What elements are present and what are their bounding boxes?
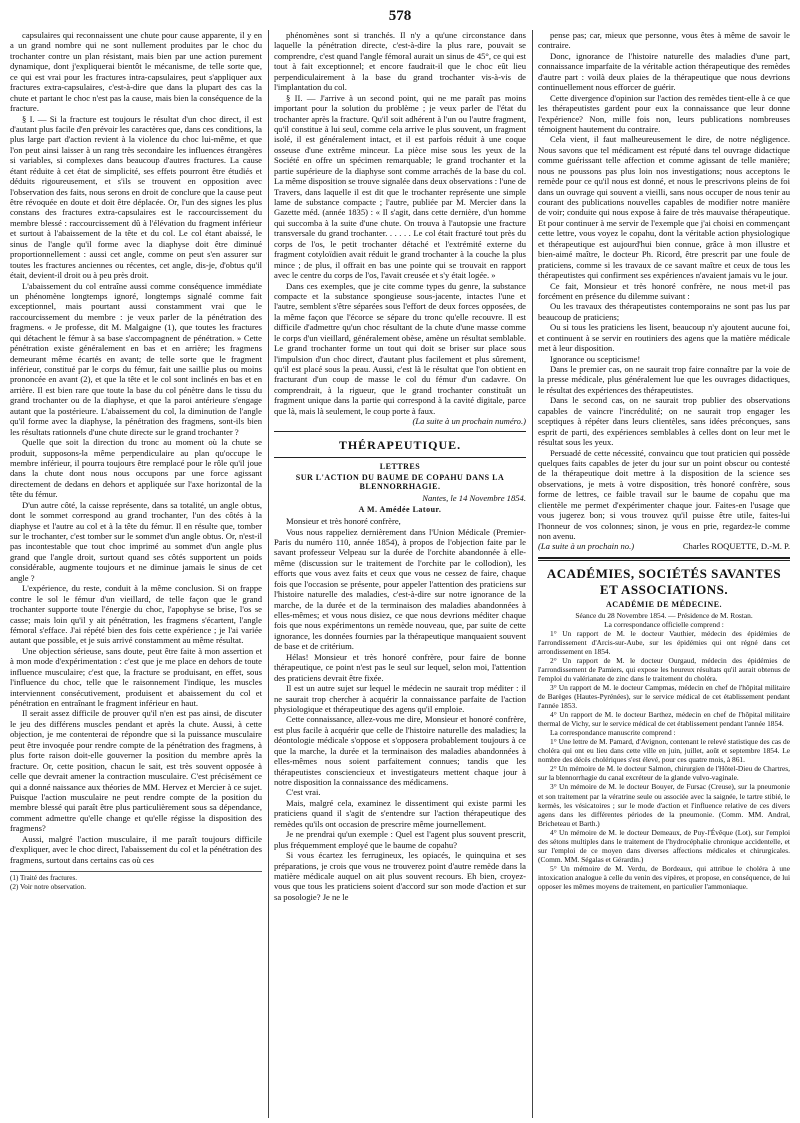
- footnote: (1) Traité des fractures.: [10, 874, 78, 882]
- paragraph: Cette divergence d'opinion sur l'action des remèdes tient-elle à ce que les thérapeutistes gardent pour eux la connaissance que leur donne l'expérience? Non, mille fois non, leurs publications nombreuses témoignent hautement du contraire.: [538, 92, 790, 134]
- continued-note: (La suite à un prochain no.): [538, 541, 635, 552]
- paragraph: Persuadé de cette nécessité, convaincu que tout praticien qui possède quelques faits capables de jeter du jour sur un point obscur ou contesté de la thérapeutique doit mettre à la disposition de la science ses observations, je mets à votre disposition, très honoré confrère, sous forme de lettres, ce faible travail sur le baume de copahu que ma clientèle me permet d'expérimenter chaque jour. Faites-en l'usage que vous jugerez bon; si vous trouvez qu'il puisse être utile, faites-lui l'honneur de vos colonnes; sinon, je vous en prie, regardez-le comme non avenu.: [538, 447, 790, 541]
- letter-body: [274, 516, 526, 902]
- footnotes: [10, 871, 262, 892]
- column-1-body: [10, 30, 262, 865]
- paragraph: Il est un autre sujet sur lequel le médecin ne saurait trop méditer : il ne saurait trop chercher à acquérir la connaissance parfaite de l'action physiologique et thérapeutique des agens qu'il emploie.: [274, 683, 526, 714]
- correspondence-item: 3° Un rapport de M. le docteur Campmas, médecin en chef de l'hôpital militaire de Barèges (Hautes-Pyrénées), sur le service médical de cet établissement pendant l'année 1853.: [538, 683, 790, 711]
- paragraph: Ou si tous les praticiens les lisent, beaucoup n'y ajoutent aucune foi, et continuent à se servir en routiniers des agens que la matière médicale met à leur disposition.: [538, 322, 790, 354]
- paragraph: phénomènes sont si tranchés. Il n'y a qu'une circonstance dans laquelle la pénétration directe, c'est-à-dire la plus rare, pouvait se comprendre, c'est quand l'angle fémoral aurait un sinus de 45°, ce qui est tout à fait exceptionnel; et encore faudrait-il que le choc eût lieu perpendiculairement à la base du grand trochanter vis-à-vis de l'implantation du col.: [274, 30, 526, 93]
- letter-recipient: A M. Amédée Latour.: [358, 505, 442, 515]
- paragraph: Ignorance ou scepticisme!: [550, 353, 641, 364]
- letters-subtitle: SUR L'ACTION DU BAUME DE COPAHU DANS LA BLENNORRHAGIE.: [295, 472, 505, 491]
- paragraph: Dans le premier cas, on ne saurait trop faire connaître par la voie de la presse médicale, plus généralement lue que les ouvrages didactiques, le résultat des expériences des thérapeutistes.: [538, 364, 790, 395]
- correspondence-item: 1° Une lettre de M. Pamard, d'Avignon, contenant le relevé statistique des cas de choléra qui ont eu lieu dans cette ville en juin, juillet, août et septembre 1854. Le nombre des décès cholériques s'est élevé, pour ces quatre mois, à 861.: [538, 737, 790, 765]
- correspondence-item: 1° Un rapport de M. le docteur Vauthier, médecin des épidémies de l'arrondissement d'Arcis-sur-Aube, sur les épidémies qui ont régné dans cet arrondissement en 1854.: [538, 628, 790, 656]
- column-1: [10, 30, 262, 1118]
- section-title: THÉRAPEUTIQUE.: [338, 437, 462, 452]
- page-number: 578: [388, 8, 412, 24]
- paragraph: L'abaissement du col entraîne aussi comme conséquence immédiate un phénomène longtemps ignoré, longtemps signalé comme fait exceptionnel, mais pourtant aussi constamment vrai que le raccourcissement du membre : je veux parler de la pénétration des fragmens. « Je professe, dit M. Malgaigne (1), que toutes les fractures qui détachent le fémur à sa base s'accompagnent de pénétration. » Cette pénétration existe généralement en bas et en arrière; les fragmens demeurant même écartés en avant; de telle sorte que le fragment inférieur, constitué par le corps du fémur, fait une saillie plus ou moins prononcée en avant (2), et que la tête et le col sont inclinés en bas et en arrière. Il est bien rare que toute la base du col pénètre dans le tissu du grand trochanter ou de la diaphyse, et que la paroi antérieure s'engage autant que la postérieure. L'abaissement du col, la diminution de l'angle qu'il forme avec la diaphyse, la pénétration des fragmens, sont-ils bien les résultats rationnels d'une chute directe sur le grand trochanter ?: [10, 280, 262, 437]
- paragraph: Donc, ignorance de l'histoire naturelle des maladies d'une part, connaissance imparfaite de la véritable action thérapeutique des remèdes d'autre part : voilà deux plaies de la thérapeutique que nous devrions continuellement nous efforcer de guérir.: [538, 50, 790, 93]
- correspondence-item: 3° Un mémoire de M. le docteur Bouyer, de Fursac (Creuse), sur la pneumonie et son traitement par la vératrine seule ou associée avec la saignée, le tartre stibié, le kermès, les vésicatoires ; sur le mode d'action et l'influence relative de ces divers agens dans les différentes périodes de la pneumonie. (Comm. MM. Andral, Bricheteau et Barth.): [538, 782, 790, 828]
- paragraph: Monsieur et très honoré confrère,: [286, 516, 401, 527]
- paragraph: Mais, malgré cela, examinez le dissentiment qui existe parmi les praticiens quand il s'agit de s'entendre sur l'action thérapeutique des remèdes qu'ils ont occasion de prescrire même journellement.: [274, 797, 526, 829]
- divider: [538, 557, 790, 561]
- correspondence-item: La correspondance manuscrite comprend :: [550, 728, 676, 738]
- paragraph: Ou les travaux des thérapeutistes contemporains ne sont pas lus par beaucoup de praticiens;: [538, 301, 790, 322]
- session-line: Séance du 28 Novembre 1854. — Présidence de M. Rostan.: [575, 610, 753, 620]
- paragraph: Une objection sérieuse, sans doute, peut être faite à mon assertion et à mon mode d'expérimentation : c'est que je me place en dehors de toute influence musculaire; c'est que, la fracture se produisant, en effet, sous l'influence du choc, telle que le raisonnement l'indique, les muscles interviennent consécutivement, produisent et abaissement du col et pénétration en entraînant le fragment inférieur en haut.: [10, 645, 262, 708]
- footnote: (2) Voir notre observation.: [10, 882, 86, 891]
- correspondence-item: 5° Un mémoire de M. Verdu, de Bordeaux, qui attribue le choléra à une intoxication analogue à celle du venin des vipères, et propose, en conséquence, de lui opposer les mêmes moyens de traitement, en particulier l'ammoniaque.: [538, 863, 790, 891]
- paragraph: Dans le second cas, on ne saurait trop publier des observations capables de vaincre l'incrédulité; on ne saurait trop engager les sceptiques à répéter dans leurs clientèles, sans idées préconçues, sans esprit de parti, des expériences semblables à celles dont on leur met le résultat sous les yeux.: [538, 395, 790, 448]
- paragraph: Si vous écartez les ferrugineux, les opiacés, le quinquina et ses préparations, je crois que vous ne trouverez point d'autre remède dans la matière médicale auquel on ait plus souvent recours. Eh bien, croyez-vous que tous les praticiens soient d'accord sur son mode d'action et sur sa posologie? Je ne le: [274, 850, 526, 902]
- paragraph: Cette connaissance, allez-vous me dire, Monsieur et honoré confrère, est plus facile à acquérir que celle de l'histoire naturelle des maladies; la déontologie médicale s'oppose et s'opposera probablement toujours à ce que la marche, la durée et la terminaison des maladies abandonnées à elles-mêmes nous soient parfaitement connues; tandis que les thérapeutistes consciencieux et investigateurs mettent chaque jour à notre disposition la connaissance des médicamens.: [274, 714, 526, 787]
- signature-line: [538, 541, 790, 551]
- paragraph: Il serait assez difficile de prouver qu'il n'en est pas ainsi, de discuter le jeu des différens muscles pendant et après la chute. Aussi, à cette objection, je me contenterai de répondre que si la puissance musculaire peut être invoquée pour rendre compte de la pénétration des fragmens, à plus forte raison doit-elle gouverner la position du membre après la fracture. Or, cette position, chacun le sait, est très souvent opposée à celle que devrait amener la contraction musculaire. C'est précisément ce qui a donné naissance aux théories de MM. Hervez et Mercier à ce sujet. Puisque l'action musculaire ne peut rendre compte de la position du membre blessé qui paraît être plus particulièrement sous sa dépendance, comment admettre qu'elle change et qu'elle régisse la disposition des fragmens?: [10, 708, 262, 834]
- letter-place-date: Nantes, le 14 Novembre 1854.: [422, 492, 526, 503]
- paragraph: Vous nous rappeliez dernièrement dans l'Union Médicale (Premier-Paris du numéro 110, année 1854), à propos de l'objection faite par le savant professeur Velpeau sur la durée de l'orchite abandonnée à elle-même (discussion sur le traitement de l'orchite par le collodion), les efforts que vous avez faits et ceux que vous ne cessez de faire, chaque fois que l'occasion se présente, pour appeler l'attention des praticiens sur l'histoire naturelle des maladies, c'est-à-dire sur notre ignorance de la marche, de la durée et de la terminaison des maladies abandonnées à elles-mêmes; et vous nous disiez, ce que nous devrions méditer chaque fois que nous expérimentons un remède nouveau, que, par suite de cette ignorance, les données fournies par la thérapeutique manquaient souvent de base et de critérium.: [274, 526, 526, 652]
- continued-note: (La suite à un prochain numéro.): [412, 416, 526, 427]
- divider: [274, 431, 526, 432]
- column-2: [274, 30, 526, 1118]
- academies-title: ACADÉMIES, SOCIÉTÉS SAVANTES ET ASSOCIATIONS.: [546, 565, 782, 597]
- correspondence-item: 2° Un mémoire de M. le docteur Salmon, chirurgien de l'Hôtel-Dieu de Chartres, sur la blennorrhagie du canal excréteur de la glande vulvo-vaginale.: [538, 764, 790, 783]
- column-rule: [532, 30, 533, 1118]
- paragraph: Ce fait, Monsieur et très honoré confrère, ne nous met-il pas forcément en présence du dilemme suivant :: [538, 280, 790, 301]
- paragraph: § I. — Si la fracture est toujours le résultat d'un choc direct, il est d'autant plus facile d'en prévoir les caractères que, dans ces conditions, la plus large part d'action revient à la violence du choc lui-même, et que l'on peut ainsi laisser à un rang très secondaire les influences étrangères si variables, si complexes dans beaucoup d'autres fractures. La cause étant réduite à cet état de simplicité, ses effets pourront être étudiés et déduits rigoureusement, et s'ils se trouvent en opposition avec l'observation des faits, nous serons en droit de conclure que la cause peut être révoquée en doute et doit être déplacée. Or, l'un des signes les plus constans des fractures extra-capsulaires est le raccourcissement du membre blessé : raccourcissement dû à l'élévation du fragment inférieur et surtout à l'abaissement de la tête et du col. Le col étant abaissé, le sinus de l'angle qu'il forme avec la diaphyse doit être diminué proportionnellement : aussi cet angle, comme on peut s'en assurer sur toutes les fractures anciennes ou récentes, cet angle, dis-je, d'obtus qu'il était, devient-il droit ou à peu près droit.: [10, 113, 262, 281]
- paragraph: Cela vient, il faut malheureusement le dire, de notre négligence. Nous savons que tel médicament est réputé dans tel ouvrage didactique comme guérissant telle affection et comme agissant de telle manière; nous ne poussons pas plus loin nos investigations; nous acceptons le remède pour ce qu'il nous est donné, et nous le prescrivons pleins de foi dans un ouvrage qui souvent a vieilli, sans nous occuper de nous tenir au courant des publications nouvelles capables de modifier notre manière de voir; conduite qui nous expose à faire de très mauvaise thérapeutique. Et pour continuer à me servir de l'exemple que j'ai choisi en commençant cette lettre, vous voyez le copahu, dont la véritable action physiologique et thérapeutique est aujourd'hui bien connue, grâce à mon illustre et bien-aimé maître, le docteur Ph. Ricord, être prescrit par une foule de praticiens, comme si les travaux de ce savant maître et ceux de tous les thérapeutistes qui confirment ses expériences n'avaient jamais vu le jour.: [538, 134, 790, 281]
- letters-title: LETTRES: [379, 461, 421, 471]
- article-columns: [10, 30, 790, 1118]
- column-rule: [268, 30, 269, 1118]
- correspondence-items: [538, 629, 790, 891]
- paragraph: capsulaires qui reconnaissent une chute pour cause apparente, il y en a un grand nombre qui ne sont nullement produites par le choc du trochanter contre un plan résistant, mais bien par une action purement dynamique, dont j'expliquerai bientôt le mécanisme, de telle sorte que, ce qui est vrai pour les fractures intra-capsulaires, peut s'appliquer aux fractures extra-capsulaires, c'est-à-dire que dans la plupart des cas la chute et partant le choc n'est pas la cause, mais bien la conséquence de la fracture.: [10, 30, 262, 114]
- paragraph: D'un autre côté, la caisse représente, dans sa totalité, un angle obtus, dont le sommet correspond au grand trochanter, l'un des côtés à la diaphyse et l'autre au col et à la tête du fémur. Il en résulte que, tomber sur le trochanter, c'est tomber sur le sommet d'un angle obtus. Or, n'est-il pas incontestable que tout choc imprimé au sommet d'un angle plus grand que l'angle droit, surtout quand ses côtés supportent un poids considérable, augmente toujours et ne diminue jamais le sinus de cet angle ?: [10, 499, 262, 583]
- paragraph: Dans ces exemples, que je cite comme types du genre, la substance compacte et la substance spongieuse sous-jacente, intactes l'une et l'autre, semblent s'être séparées sous l'effort de deux forces opposées, de la même façon que l'écorce se sépare du tronc qu'elle recouvre. Il est difficile d'admettre qu'un choc résultant de la chute d'une masse comme le corps d'un vieillard, généralement obèse, amène un résultat semblable. Le grand trochanter forme un tout qui doit se briser sur place sous l'impulsion d'un choc direct, d'autant plus facilement et plus sûrement, qu'il est placé sous la peau. Aussi, c'est là le résultat que l'on obtient en fracturant d'un coup de masse le col du fémur d'un cadavre. On comprendrait, à la rigueur, que le grand trochanter constituât un fragment unique dans la partie qui correspond à la cavité digitale, parce que là, mais là seulement, le coup porte à faux.: [274, 280, 526, 416]
- column-3: [538, 30, 790, 1118]
- column-2-body: [274, 30, 526, 416]
- correspondence-item: 4° Un mémoire de M. le docteur Demeaux, de Puy-l'Évêque (Lot), sur l'emploi des sétons multiples dans le traitement de l'hydrocéphalie chronique accidentelle, et sur l'emploi de ce moyen dans diverses affections médicales et chirurgicales. (Comm. MM. Ségalas et Gérardin.): [538, 827, 790, 864]
- paragraph: L'expérience, du reste, conduit à la même conclusion. Si on frappe contre le sol le fémur d'un vieillard, de telle façon que le grand trochanter supporte toute l'énergie du choc, l'apophyse se brise, l'os se casse; mais loin qu'il y ait pénétration, les fragmens s'écartent, l'angle fémoral s'efface. J'ai répété bien des fois cette expérience ; je l'ai variée autant que possible, et je suis arrivé constamment au même résultat.: [10, 583, 262, 646]
- column-3-body: [538, 30, 790, 541]
- signature: Charles ROQUETTE, D.-M. P.: [682, 541, 790, 552]
- paragraph: Aussi, malgré l'action musculaire, il me paraît toujours difficile d'expliquer, avec le choc direct, l'abaissement du col et la pénétration des fragmens, surtout dans certains cas où ces: [10, 833, 262, 865]
- divider: [274, 457, 526, 458]
- correspondence-item: 4° Un rapport de M. le docteur Barthez, médecin en chef de l'hôpital militaire thermal de Vichy, sur le service médical de cet établissement pendant l'année 1854.: [538, 710, 790, 729]
- paragraph: Je ne prendrai qu'un exemple : Quel est l'agent plus souvent prescrit, plus fréquemment employé que le baume de copahu?: [274, 829, 526, 850]
- paragraph: Quelle que soit la direction du tronc au moment où la chute se produit, supposons-la même perpendiculaire au plan qu'occupe le membre inférieur, il pourra toujours être remplacé pour le rôle qu'il joue dans la chute dont nous nous occupons par une force agissant directement de dedans en dehors et appliquée sur l'axe horizontal de la tête du fémur.: [10, 437, 262, 500]
- paragraph: Hélas! Monsieur et très honoré confrère, pour faire de bonne thérapeutique, ce point n'est pas le seul sur lequel, selon moi, l'attention des praticiens devrait être fixée.: [274, 651, 526, 683]
- paragraph: C'est vrai.: [286, 787, 321, 798]
- paragraph: pense pas; car, mieux que personne, vous êtes à même de savoir le contraire.: [538, 30, 790, 51]
- correspondence-item: 2° Un rapport de M. le docteur Ourgaud, médecin des épidémies de l'arrondissement de Pamiers, qui expose les heureux résultats qu'il aurait obtenus de l'emploi du valérianate de zinc dans le traitement du choléra.: [538, 656, 790, 684]
- paragraph: § II. — J'arrive à un second point, qui ne me paraît pas moins important pour la solution du problème ; je veux parler de l'état du trochanter après la fracture. Qu'il soit adhérent à l'un ou l'autre fragment, qu'il constitue à lui seul, comme cela arrive le plus souvent, un fragment isolé, il est généralement intact, et il est parfois réduit à une coque osseuse d'une extrême minceur. La pièce mise sous les yeux de la Société en offre un spécimen remarquable; le grand trochanter et la partie supérieure de la diaphyse sont comme arrachés de la base du col. La même disposition se trouve signalée dans deux observations : l'une de Travers, dans laquelle il est dit que le trochanter représente une simple lame de substance compacte ; l'autre, publiée par M. Mercier dans la Gazette méd. (année 1835) : « Il s'agit, dans cette dernière, d'un homme qui succomba à la suite d'une chute. On trouva à l'autopsie une fracture transversale du grand trochanter. . . . . . Le col était fracturé tout près du corps de l'os, le petit trochanter détaché et l'extrémité externe du fragment cotyloïdien avait réduit le grand trochanter à la couche la plus mince ; de plus, il offrait en bas une pointe qui se trouvait en rapport avec le centre du corps de l'os, l'avait creusée et s'y était logée. »: [274, 92, 526, 281]
- correspondence-heading: La correspondance officielle comprend :: [604, 619, 724, 629]
- academy-name: ACADÉMIE DE MÉDECINE.: [605, 599, 723, 609]
